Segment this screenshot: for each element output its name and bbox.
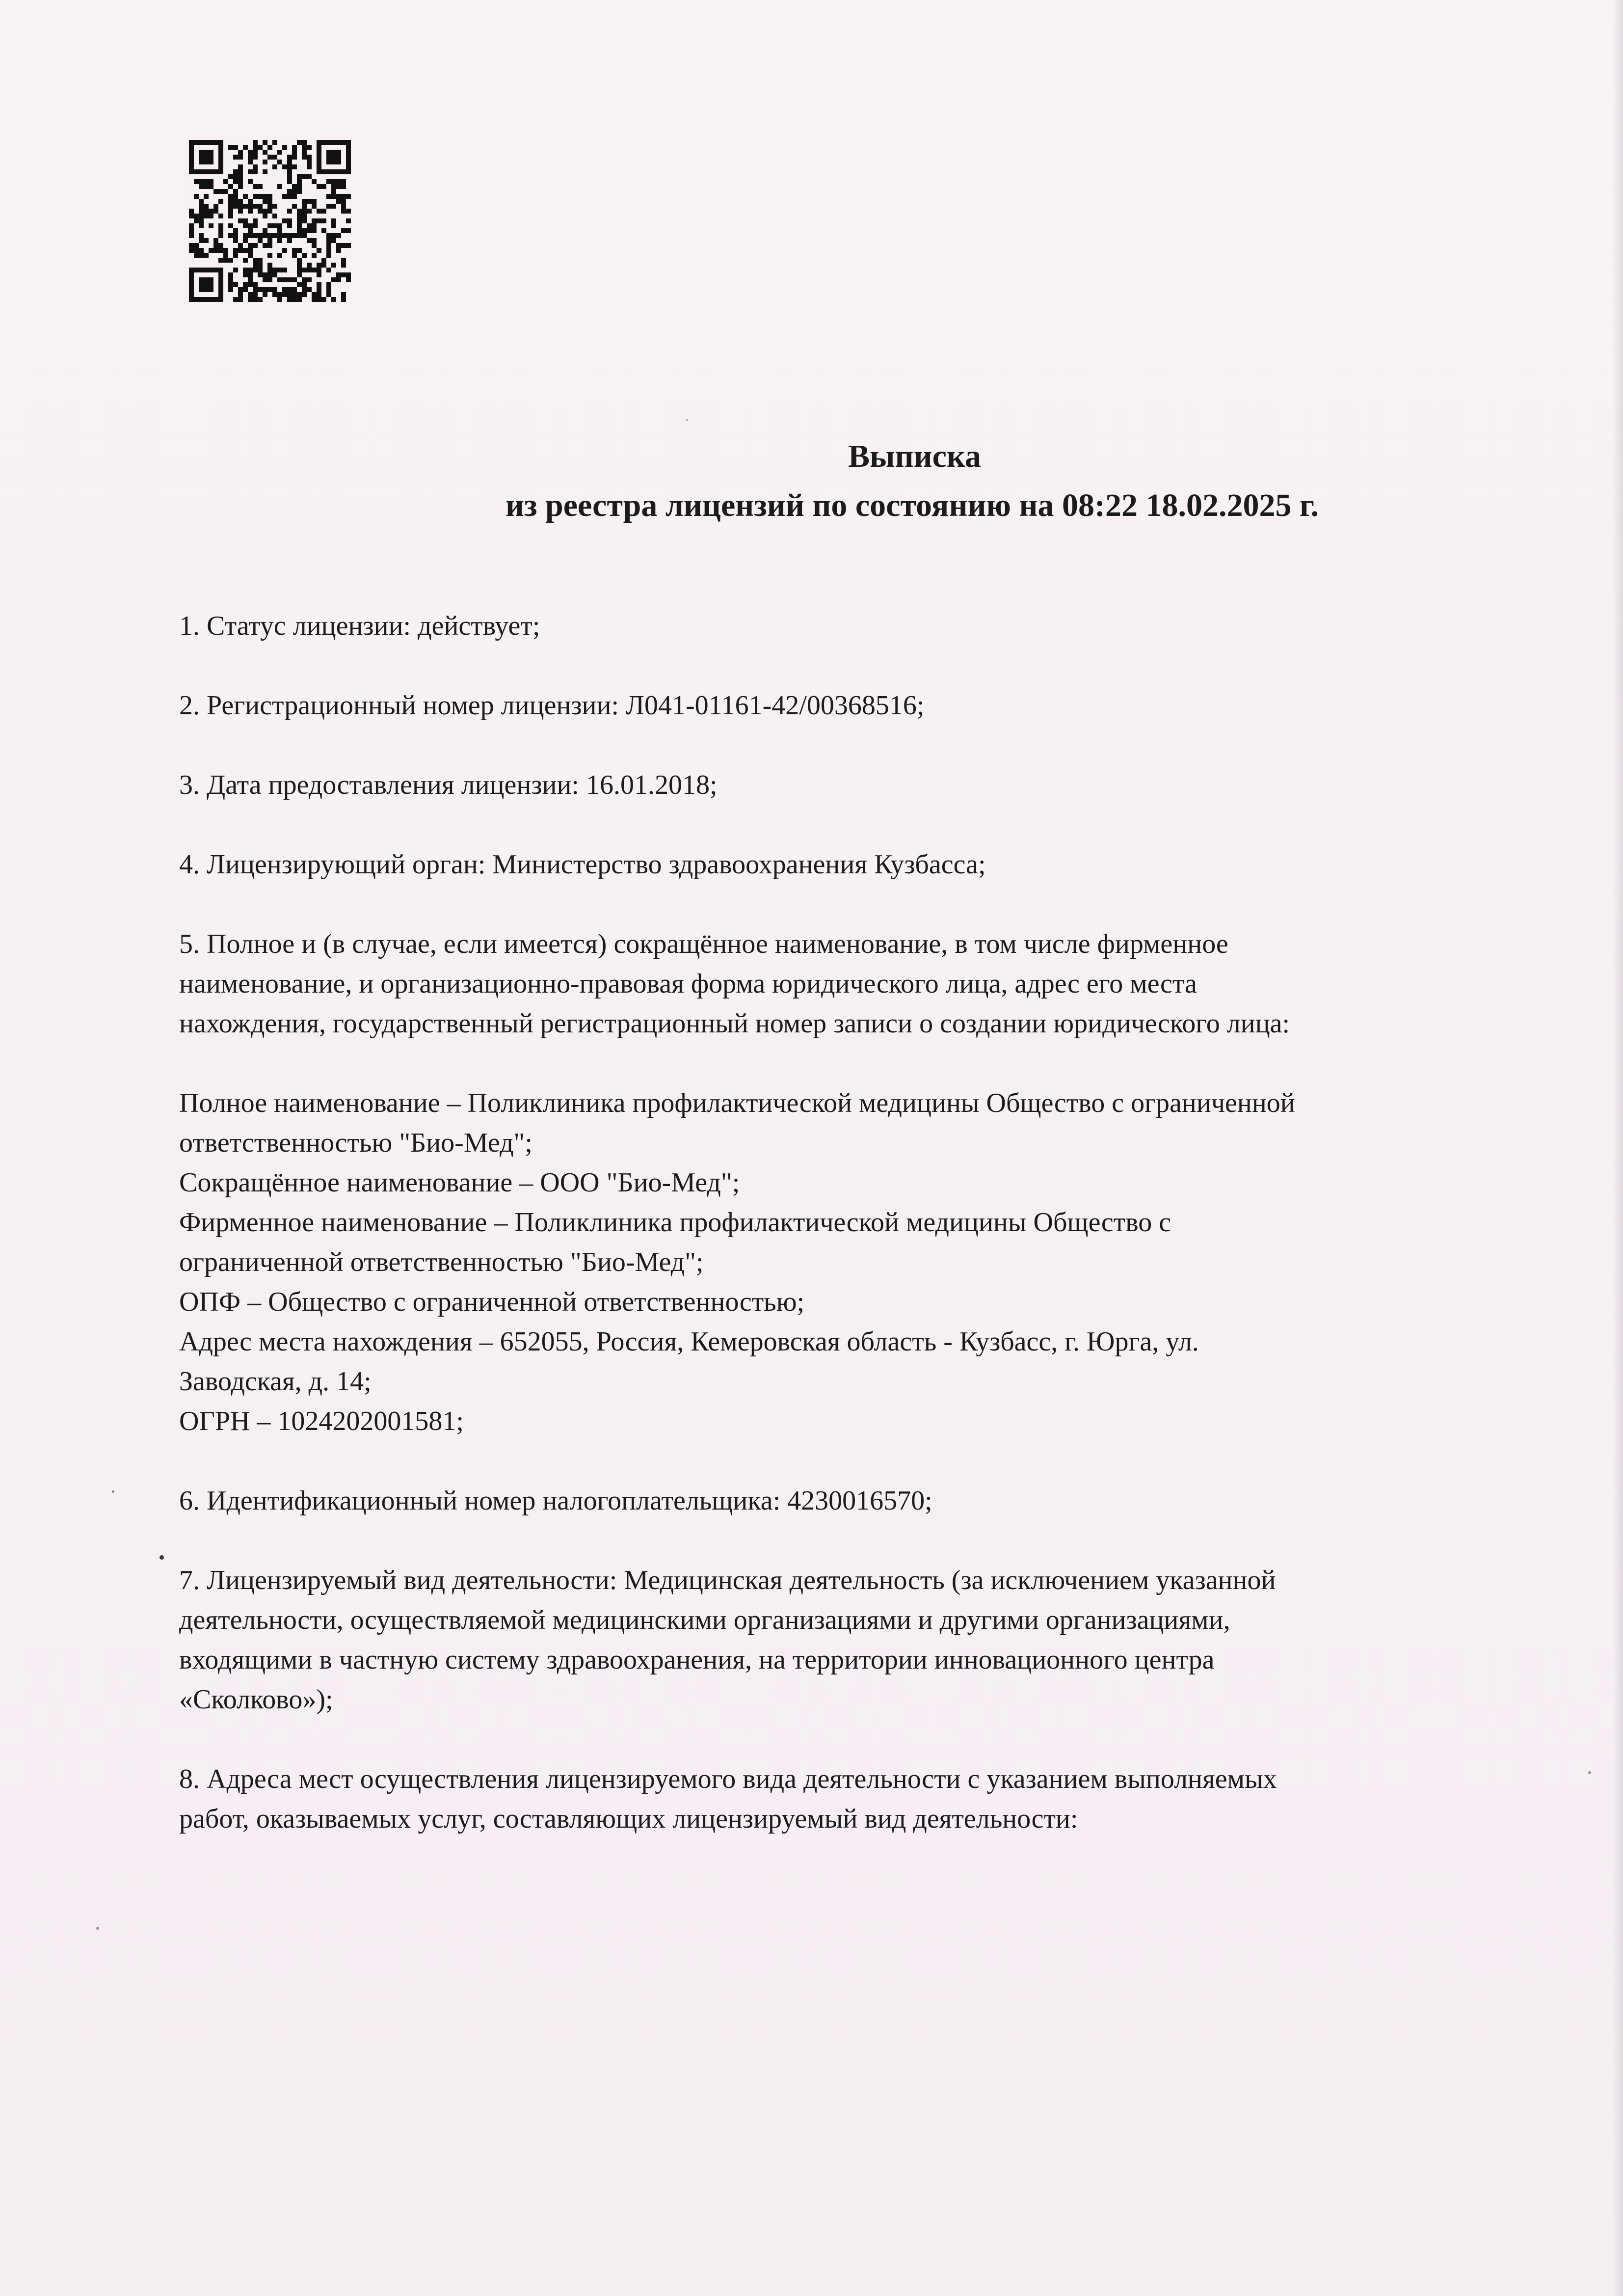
scan-speck — [1588, 1771, 1591, 1774]
text-line: деятельности, осуществляемой медицинскими организациями и другими организациями, — [179, 1605, 1230, 1635]
text-line: ОГРН – 1024202001581; — [179, 1406, 464, 1436]
text-line: 8. Адреса мест осуществления лицензируемого вида деятельности с указанием выполняемых — [179, 1764, 1277, 1794]
item-taxpayer-id: 6. Идентификационный номер налогоплательщика: 4230016570; — [179, 1486, 932, 1516]
item-activity-addresses — [179, 1759, 1504, 1839]
text-line: входящими в частную систему здравоохранения, на территории инновационного центра — [179, 1645, 1215, 1675]
text-line: работ, оказываемых услуг, составляющих лицензируемый вид деятельности: — [179, 1804, 1078, 1834]
title-line-2: из реестра лицензий по состоянию на 08:22 18.02.2025 г. — [506, 487, 1319, 523]
text-line: Заводская, д. 14; — [179, 1366, 372, 1397]
text-line: Адрес места нахождения – 652055, Россия, Кемеровская область - Кузбасс, г. Юрга, ул. — [179, 1326, 1199, 1357]
text-line: «Сколково»); — [179, 1684, 333, 1715]
item-organization-heading — [179, 924, 1504, 1044]
organization-details — [179, 1083, 1504, 1441]
text-line: Сокращённое наименование – ООО "Био-Мед"; — [179, 1167, 740, 1198]
text-line: ответственностью "Био-Мед"; — [179, 1128, 532, 1158]
document-title — [0, 432, 1623, 530]
text-line: ОПФ – Общество с ограниченной ответственностью; — [179, 1287, 805, 1317]
item-licensing-authority: 4. Лицензирующий орган: Министерство здравоохранения Кузбасса; — [179, 849, 986, 880]
item-issue-date: 3. Дата предоставления лицензии: 16.01.2018; — [179, 770, 718, 800]
scan-speck — [160, 1555, 164, 1560]
item-license-status: 1. Статус лицензии: действует; — [179, 611, 540, 641]
text-line: 7. Лицензируемый вид деятельности: Медицинская деятельность (за исключением указанной — [179, 1565, 1276, 1595]
scan-speck — [96, 1927, 99, 1930]
scan-speck — [112, 1490, 114, 1493]
item-registration-number: 2. Регистрационный номер лицензии: Л041-01161-42/00368516; — [179, 690, 925, 721]
text-line: 5. Полное и (в случае, если имеется) сокращённое наименование, в том числе фирменное — [179, 929, 1228, 959]
item-activity-type — [179, 1561, 1504, 1720]
qr-code-icon — [189, 140, 351, 302]
document-body — [179, 606, 1504, 1839]
text-line: Полное наименование – Поликлиника профилактической медицины Общество с ограниченной — [179, 1088, 1295, 1118]
text-line: наименование, и организационно-правовая форма юридического лица, адрес его места — [179, 969, 1197, 999]
text-line: Фирменное наименование – Поликлиника профилактической медицины Общество с — [179, 1207, 1171, 1238]
title-line-1: Выписка — [848, 438, 981, 474]
text-line: нахождения, государственный регистрационный номер записи о создании юридического лица: — [179, 1008, 1290, 1039]
page-edge-shadow — [1612, 0, 1623, 2296]
scan-speck — [686, 419, 688, 421]
text-line: ограниченной ответственностью "Био-Мед"; — [179, 1247, 704, 1277]
